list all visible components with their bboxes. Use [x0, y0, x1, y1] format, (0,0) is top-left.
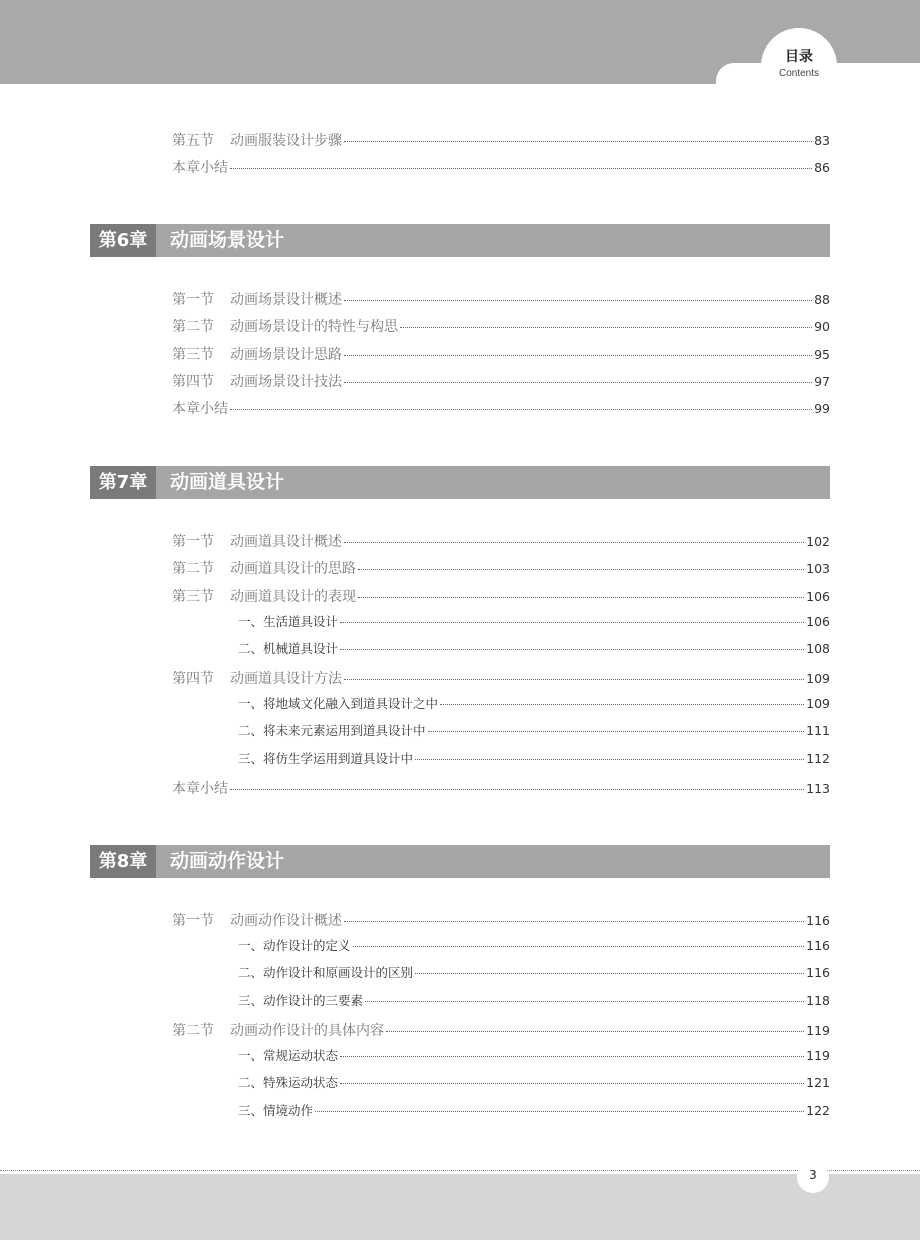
dot-leader — [353, 946, 805, 947]
toc-page-number: 116 — [806, 938, 830, 953]
toc-subentry[interactable] — [238, 1046, 830, 1068]
toc-entry[interactable] — [172, 668, 830, 690]
toc-page-number: 118 — [806, 993, 830, 1008]
toc-entry[interactable] — [172, 316, 830, 338]
chapter-number: 第8章 — [90, 845, 156, 878]
toc-page-number: 102 — [806, 534, 830, 549]
toc-section-label: 第三节 — [172, 347, 214, 363]
toc-entry[interactable] — [172, 157, 830, 179]
dot-leader — [415, 973, 804, 974]
dot-leader — [230, 168, 812, 169]
toc-entry-title: 动画道具设计的表现 — [230, 589, 356, 605]
dot-leader — [344, 300, 812, 301]
chapter-header — [90, 224, 830, 257]
toc-entry-title: 动画场景设计思路 — [230, 347, 342, 363]
toc-page-number: 97 — [814, 374, 830, 389]
toc-entry[interactable] — [172, 1020, 830, 1042]
dot-leader — [315, 1111, 804, 1112]
toc-section-label: 第一节 — [172, 534, 214, 550]
dot-leader — [344, 355, 812, 356]
toc-entry-title: 一、生活道具设计 — [238, 614, 339, 629]
toc-entry-title: 三、动作设计的三要素 — [238, 993, 364, 1008]
toc-page-number: 119 — [806, 1048, 830, 1063]
toc-entry-title: 一、动作设计的定义 — [238, 938, 351, 953]
toc-entry[interactable] — [172, 586, 830, 608]
dot-leader — [344, 382, 812, 383]
toc-page-number: 122 — [806, 1103, 830, 1118]
contents-subtitle: Contents — [778, 68, 820, 79]
toc-section-label: 第二节 — [172, 1023, 214, 1039]
toc-entry-title: 动画动作设计概述 — [230, 913, 342, 929]
chapter-header — [90, 466, 830, 499]
toc-entry-title: 动画场景设计概述 — [230, 292, 342, 308]
toc-entry-title: 二、机械道具设计 — [238, 641, 339, 656]
dot-leader — [344, 542, 804, 543]
toc-entry-title: 三、将仿生学运用到道具设计中 — [238, 751, 414, 766]
dot-leader — [428, 731, 805, 732]
toc-subentry[interactable] — [238, 1073, 830, 1095]
toc-page-number: 106 — [806, 614, 830, 629]
chapter-number: 第6章 — [90, 224, 156, 257]
toc-entry[interactable] — [172, 344, 830, 366]
toc-entry-title: 动画动作设计的具体内容 — [230, 1023, 384, 1039]
toc-entry-title: 动画场景设计的特性与构思 — [230, 319, 398, 335]
dot-leader — [340, 1056, 804, 1057]
toc-entry[interactable] — [172, 289, 830, 311]
dot-leader — [344, 921, 804, 922]
toc-entry[interactable] — [172, 778, 830, 800]
toc-page-number: 103 — [806, 561, 830, 576]
dot-leader — [365, 1001, 804, 1002]
toc-page-number: 113 — [806, 781, 830, 796]
page-number: 3 — [797, 1161, 829, 1193]
toc-entry-title: 动画道具设计方法 — [230, 671, 342, 687]
contents-title: 目录 — [785, 49, 813, 65]
dot-leader — [340, 649, 804, 650]
toc-section-label: 第三节 — [172, 589, 214, 605]
dot-leader — [400, 327, 812, 328]
toc-page-number: 83 — [814, 133, 830, 148]
toc-entry-title: 本章小结 — [172, 401, 228, 417]
toc-entry-title: 动画服装设计步骤 — [230, 133, 342, 149]
toc-section-label: 第一节 — [172, 913, 214, 929]
toc-page-number: 88 — [814, 292, 830, 307]
toc-subentry[interactable] — [238, 991, 830, 1013]
toc-subentry[interactable] — [238, 612, 830, 634]
contents-badge — [761, 28, 837, 104]
dot-leader — [415, 759, 804, 760]
footer-band — [0, 1174, 920, 1240]
toc-entry[interactable] — [172, 910, 830, 932]
toc-entry[interactable] — [172, 398, 830, 420]
toc-entry-title: 动画道具设计的思路 — [230, 561, 356, 577]
dot-leader — [358, 597, 804, 598]
toc-section-label: 第二节 — [172, 319, 214, 335]
toc-section-label: 第一节 — [172, 292, 214, 308]
toc-entry-title: 本章小结 — [172, 160, 228, 176]
dot-leader — [440, 704, 804, 705]
toc-entry-title: 二、动作设计和原画设计的区别 — [238, 965, 414, 980]
chapter-header — [90, 845, 830, 878]
dot-leader — [340, 622, 804, 623]
toc-entry[interactable] — [172, 531, 830, 553]
toc-entry-title: 三、情境动作 — [238, 1103, 314, 1118]
toc-entry-title: 动画场景设计技法 — [230, 374, 342, 390]
toc-section-label: 第四节 — [172, 374, 214, 390]
dot-leader — [230, 409, 812, 410]
toc-entry[interactable] — [172, 130, 830, 152]
toc-page-number: 116 — [806, 965, 830, 980]
toc-page-number: 108 — [806, 641, 830, 656]
dot-leader — [230, 789, 804, 790]
dot-leader — [386, 1031, 804, 1032]
toc-page-number: 106 — [806, 589, 830, 604]
toc-subentry[interactable] — [238, 721, 830, 743]
toc-subentry[interactable] — [238, 936, 830, 958]
toc-entry[interactable] — [172, 558, 830, 580]
chapter-title: 动画动作设计 — [170, 850, 285, 872]
toc-entry-title: 动画道具设计概述 — [230, 534, 342, 550]
toc-page-number: 116 — [806, 913, 830, 928]
toc-subentry[interactable] — [238, 639, 830, 661]
toc-entry[interactable] — [172, 371, 830, 393]
footer-dotted-rule — [0, 1170, 920, 1171]
toc-subentry[interactable] — [238, 963, 830, 985]
toc-section-label: 第四节 — [172, 671, 214, 687]
chapter-title: 动画场景设计 — [170, 229, 285, 251]
toc-subentry[interactable] — [238, 749, 830, 771]
dot-leader — [344, 679, 804, 680]
toc-page-number: 99 — [814, 401, 830, 416]
chapter-number: 第7章 — [90, 466, 156, 499]
toc-section-label: 第五节 — [172, 133, 214, 149]
dot-leader — [340, 1083, 804, 1084]
chapter-title: 动画道具设计 — [170, 471, 285, 493]
toc-subentry[interactable] — [238, 1101, 830, 1123]
toc-page-number: 109 — [806, 671, 830, 686]
toc-page-number: 121 — [806, 1075, 830, 1090]
toc-page-number: 95 — [814, 347, 830, 362]
toc-entry-title: 一、常规运动状态 — [238, 1048, 339, 1063]
toc-entry-title: 二、将未来元素运用到道具设计中 — [238, 723, 426, 738]
toc-page-number: 119 — [806, 1023, 830, 1038]
toc-page-number: 86 — [814, 160, 830, 175]
toc-entry-title: 一、将地域文化融入到道具设计之中 — [238, 696, 439, 711]
dot-leader — [358, 569, 804, 570]
toc-page-number: 112 — [806, 751, 830, 766]
toc-section-label: 第二节 — [172, 561, 214, 577]
toc-page-number: 109 — [806, 696, 830, 711]
toc-subentry[interactable] — [238, 694, 830, 716]
toc-page-number: 111 — [806, 723, 830, 738]
toc-entry-title: 二、特殊运动状态 — [238, 1075, 339, 1090]
toc-entry-title: 本章小结 — [172, 781, 228, 797]
toc-page-number: 90 — [814, 319, 830, 334]
dot-leader — [344, 141, 812, 142]
